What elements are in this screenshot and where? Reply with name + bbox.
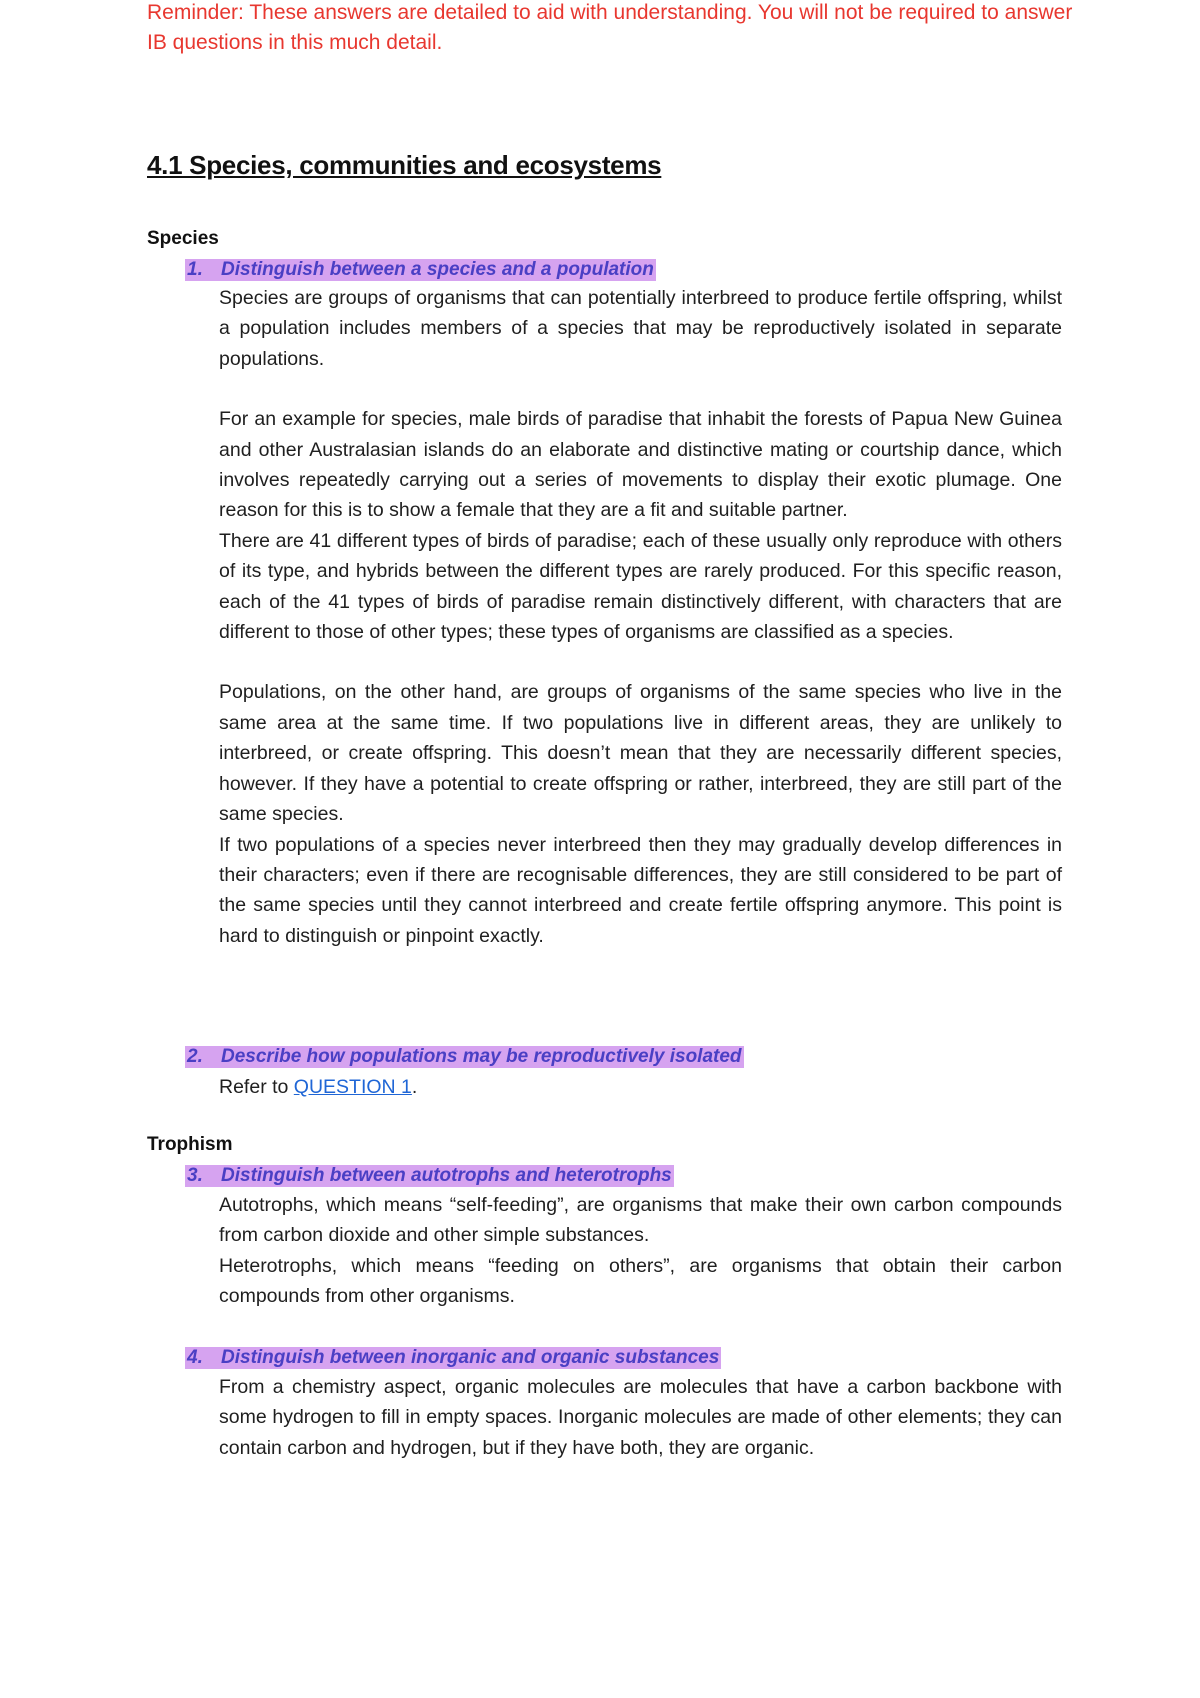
answer-4-paragraph: From a chemistry aspect, organic molecules are molecules that have a carbon backbone with some hydrogen to fill in empty spaces. Inorganic molecules are made of other elements; they can contain carbon and hydrogen, but if they have both, they are organic. (219, 1376, 1062, 1459)
answer-1-paragraph: There are 41 different types of birds of paradise; each of these usually only reproduce with others of its type, and hybrids between the different types are rarely produced. For this specific reason, each of the 41 types of birds of paradise remain distinctively different, with characters that are different to those of other types; these types of organisms are classified as a species. (219, 529, 1062, 644)
question-1 (185, 256, 656, 283)
question-1-text: Distinguish between a species and a population (221, 259, 654, 280)
question-2 (185, 1043, 744, 1070)
answer-3-paragraph: Heterotrophs, which means “feeding on others”, are organisms that obtain their carbon compounds from other organisms. (219, 1254, 1062, 1308)
question-3 (185, 1162, 674, 1189)
answer-1-paragraph: If two populations of a species never interbreed then they may gradually develop differences in their characters; even if there are recognisable differences, they are still considered to be part of the same species until they cannot interbreed and create fertile offspring anymore. This point is hard to distinguish or pinpoint exactly. (219, 833, 1062, 947)
question-2-number: 2. (187, 1046, 203, 1067)
reminder-note: Reminder: These answers are detailed to aid with understanding. You will not be required to answer IB questions in this much detail. (147, 1, 1073, 54)
question-4 (185, 1344, 721, 1371)
answer-3 (219, 1190, 1062, 1312)
section-heading-trophism: Trophism (147, 1134, 233, 1155)
question-1-link[interactable]: QUESTION 1 (293, 1076, 412, 1098)
answer-4 (219, 1372, 1062, 1463)
answer-2 (219, 1072, 1062, 1102)
question-3-text: Distinguish between autotrophs and heterotrophs (221, 1165, 672, 1186)
section-heading-species: Species (147, 228, 219, 249)
answer-1-paragraph: Species are groups of organisms that can potentially interbreed to produce fertile offspring, whilst a population includes members of a species that may be reproductively isolated in separate populations. (219, 287, 1062, 370)
question-4-text: Distinguish between inorganic and organic substances (221, 1347, 720, 1368)
question-3-number: 3. (187, 1165, 203, 1186)
answer-1-paragraph: For an example for species, male birds of paradise that inhabit the forests of Papua New Guinea and other Australasian islands do an elaborate and distinctive mating or courtship dance, which involves repeatedly carrying out a series of movements to display their exotic plumage. One reason for this is to show a female that they are a fit and suitable partner. (219, 408, 1062, 522)
refer-prefix: Refer to (219, 1076, 294, 1098)
answer-1-paragraph: Populations, on the other hand, are groups of organisms of the same species who live in the same area at the same time. If two populations live in different areas, they are unlikely to interbreed, or create offspring. This doesn’t mean that they are necessarily different species, however. If they have a potential to create offspring or rather, interbreed, they are still part of the same species. (219, 681, 1062, 826)
refer-suffix: . (411, 1076, 418, 1098)
question-1-number: 1. (187, 259, 203, 280)
question-2-text: Describe how populations may be reproductively isolated (221, 1046, 742, 1067)
page-title: 4.1 Species, communities and ecosystems (147, 150, 662, 180)
question-4-number: 4. (187, 1347, 203, 1368)
answer-3-paragraph: Autotrophs, which means “self-feeding”, are organisms that make their own carbon compounds from carbon dioxide and other simple substances. (219, 1194, 1062, 1247)
answer-1 (219, 283, 1062, 951)
